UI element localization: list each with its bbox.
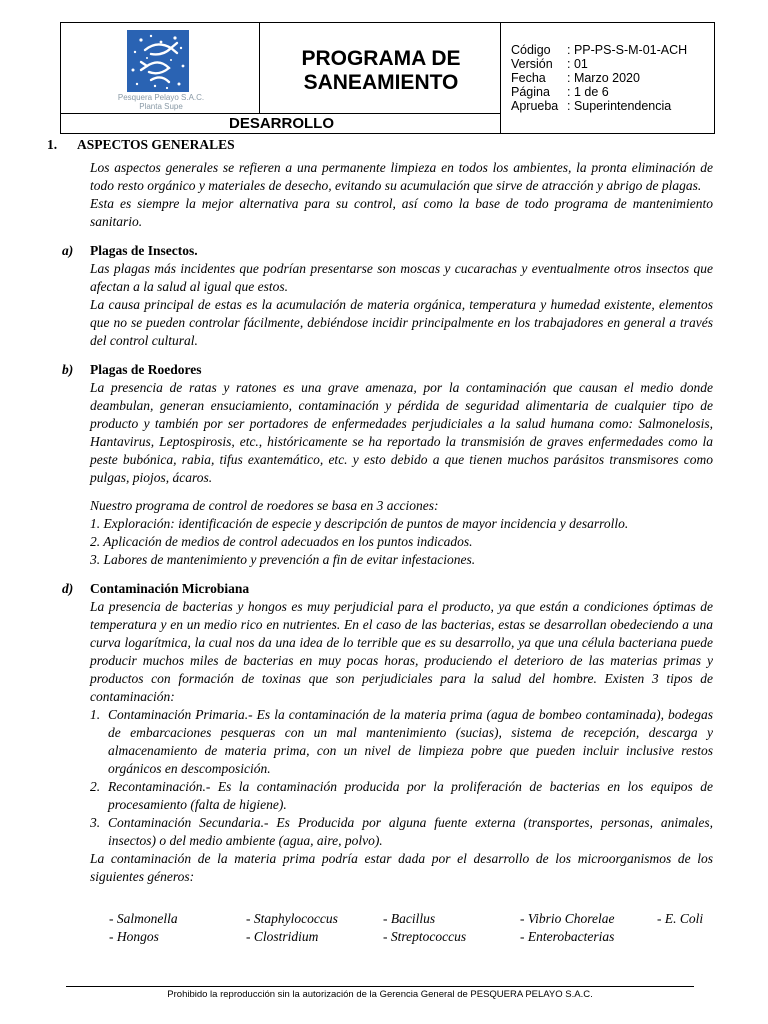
document-title-line1: PROGRAMA DE: [301, 47, 461, 70]
company-logo-icon: [127, 30, 189, 92]
paragraph: Esta es siempre la mejor alternativa para su control, así como la base de todo programa de mantenimiento sanitario.: [90, 196, 713, 229]
genus-item: - Vibrio Chorelae: [520, 911, 615, 926]
genus-item: - Salmonella: [109, 911, 178, 926]
paragraph: La contaminación de la materia prima podría estar dada por el desarrollo de los microorganismos de los siguientes géneros:: [90, 851, 713, 884]
meta-value: : 01: [567, 57, 588, 71]
section-title: DESARROLLO: [229, 115, 334, 132]
section-heading: [47, 136, 713, 154]
genus-item: - Enterobacterias: [520, 929, 615, 944]
subsection-letter: d): [62, 581, 74, 596]
paragraph: La presencia de bacterias y hongos es muy perjudicial para el producto, ya que están a condiciones óptimas de temperatura y en un medio rico en nutrientes. En el caso de las bacterias, estas se desarrollan obedeciendo a una curva logarítmica, la cual nos da una idea de lo terrible que es su desarrollo, ya que una célula bacteriana puede producir muchos miles de bacterias en muy pocas horas, produciendo el deterioro de las materias primas y productos con formación de toxinas que son perjudiciales para la salud del hombre. Existen 3 tipos de contaminación:: [90, 599, 713, 704]
paragraph: La causa principal de estas es la acumulación de materia orgánica, temperatura y humedad existente, elementos que no se pueden controlar fácilmente, debiéndose incidir principalmente en los trabajadores en general a través del control cultural.: [90, 297, 713, 348]
meta-code-row: [511, 43, 687, 57]
subsection-title: Contaminación Microbiana: [90, 581, 250, 596]
genus-item: - Bacillus: [383, 911, 436, 926]
genus-item: - E. Coli: [657, 911, 704, 926]
genus-item: - Streptococcus: [383, 929, 467, 944]
paragraph: Los aspectos generales se refieren a una permanente limpieza en todos los ambientes, la pronta eliminación de todo resto orgánico y materiales de desecho, evitando su acumulación que sirve de atracción y abrigo de plagas.: [90, 160, 713, 193]
subsection-title: Plagas de Insectos.: [90, 243, 198, 258]
list-item: 3. Labores de mantenimiento y prevención a fin de evitar infestaciones.: [90, 552, 476, 567]
paragraph: Nuestro programa de control de roedores se basa en 3 acciones:: [90, 498, 439, 513]
list-item: [90, 706, 713, 778]
section-number: 1.: [47, 137, 58, 152]
meta-date-row: [511, 71, 687, 85]
genera-list: [109, 910, 729, 946]
meta-value: : 1 de 6: [567, 85, 609, 99]
document-title-line2: SANEAMIENTO: [303, 71, 459, 94]
subsection-heading-microbial: [62, 580, 713, 598]
contamination-types-list: [90, 706, 713, 850]
logo-plant-name: Planta Supe: [139, 102, 183, 111]
list-item: 1. Exploración: identificación de especie y descripción de puntos de mayor incidencia y desarrollo.: [90, 516, 629, 531]
document-body: [47, 136, 713, 886]
meta-label: Código: [511, 43, 551, 57]
meta-value: : Marzo 2020: [567, 71, 640, 85]
genera-row: [109, 928, 729, 946]
list-item-text: Contaminación Secundaria.- Es Producida por alguna fuente externa (transportes, personas, animales, insectos) o del medio ambiente (agua, aire, polvo).: [108, 815, 713, 848]
logo-company-name: Pesquera Pelayo S.A.C.: [117, 93, 205, 102]
document-title: [260, 47, 502, 95]
document-header: [60, 22, 715, 134]
meta-label: Página: [511, 85, 550, 99]
title-cell: [259, 22, 501, 114]
meta-version-row: [511, 57, 687, 71]
subsection-heading-insects: [62, 242, 713, 260]
list-item-text: Recontaminación.- Es la contaminación producida por la proliferación de bacterias en los equipos de procesamiento (falta de higiene).: [108, 779, 713, 812]
meta-approver-row: [511, 99, 687, 113]
footer-notice: Prohibido la reproducción sin la autorización de la Gerencia General de PESQUERA PELAYO S.A.C.: [167, 989, 593, 1000]
meta-label: Aprueba: [511, 99, 559, 113]
list-item-number: 2.: [90, 779, 101, 794]
genus-item: - Staphylococcus: [246, 911, 338, 926]
meta-value: : PP-PS-S-M-01-ACH: [567, 43, 688, 57]
meta-page-row: [511, 85, 687, 99]
genera-row: [109, 910, 729, 928]
list-item-number: 3.: [90, 815, 101, 830]
meta-value: : Superintendencia: [567, 99, 672, 113]
meta-label: Versión: [511, 57, 553, 71]
subsection-letter: a): [62, 243, 74, 258]
section-cell: [60, 113, 501, 134]
list-item-text: Contaminación Primaria.- Es la contaminación de la materia prima (agua de bombeo contaminada), bodegas de embarcaciones pesqueras con un mal mantenimiento (sucias), sistema de recepción, descarga y almacenamiento de materia prima, con un nivel de limpieza pobre que pueden incluir inclusive restos orgánicos en descomposición.: [108, 707, 713, 776]
document-metadata: [500, 22, 715, 134]
list-item: [90, 814, 713, 850]
genus-item: - Clostridium: [246, 929, 319, 944]
list-item-number: 1.: [90, 707, 101, 722]
subsection-letter: b): [62, 362, 74, 377]
section-heading-text: ASPECTOS GENERALES: [77, 137, 235, 152]
subsection-heading-rodents: [62, 361, 713, 379]
paragraph: La presencia de ratas y ratones es una grave amenaza, por la contaminación que causan el medio donde deambulan, generan ensuciamiento, contaminación y pérdida de seguridad alimentaria de cualquier tipo de producto y también por ser portadores de enfermedades perjudiciales a la salud humana como: Salmonelosis, Hantavirus, Leptospirosis, etc., históricamente se ha reportado la transmisión de graves enfermedades como la peste bubónica, rabia, tifus exantemático, etc. y esto debido a que tienen muchos parásitos transmisores como pulgas, piojos, ácaros.: [90, 380, 713, 485]
genus-item: - Hongos: [109, 929, 159, 944]
subsection-title: Plagas de Roedores: [90, 362, 202, 377]
meta-label: Fecha: [511, 71, 546, 85]
list-item: 2. Aplicación de medios de control adecuados en los puntos indicados.: [90, 534, 473, 549]
logo-cell: [60, 22, 260, 114]
paragraph: Las plagas más incidentes que podrían presentarse son moscas y cucarachas y eventualmente otros insectos que afectan a la salud al igual que estos.: [90, 261, 713, 294]
list-item: [90, 778, 713, 814]
footer-divider: [66, 986, 694, 987]
